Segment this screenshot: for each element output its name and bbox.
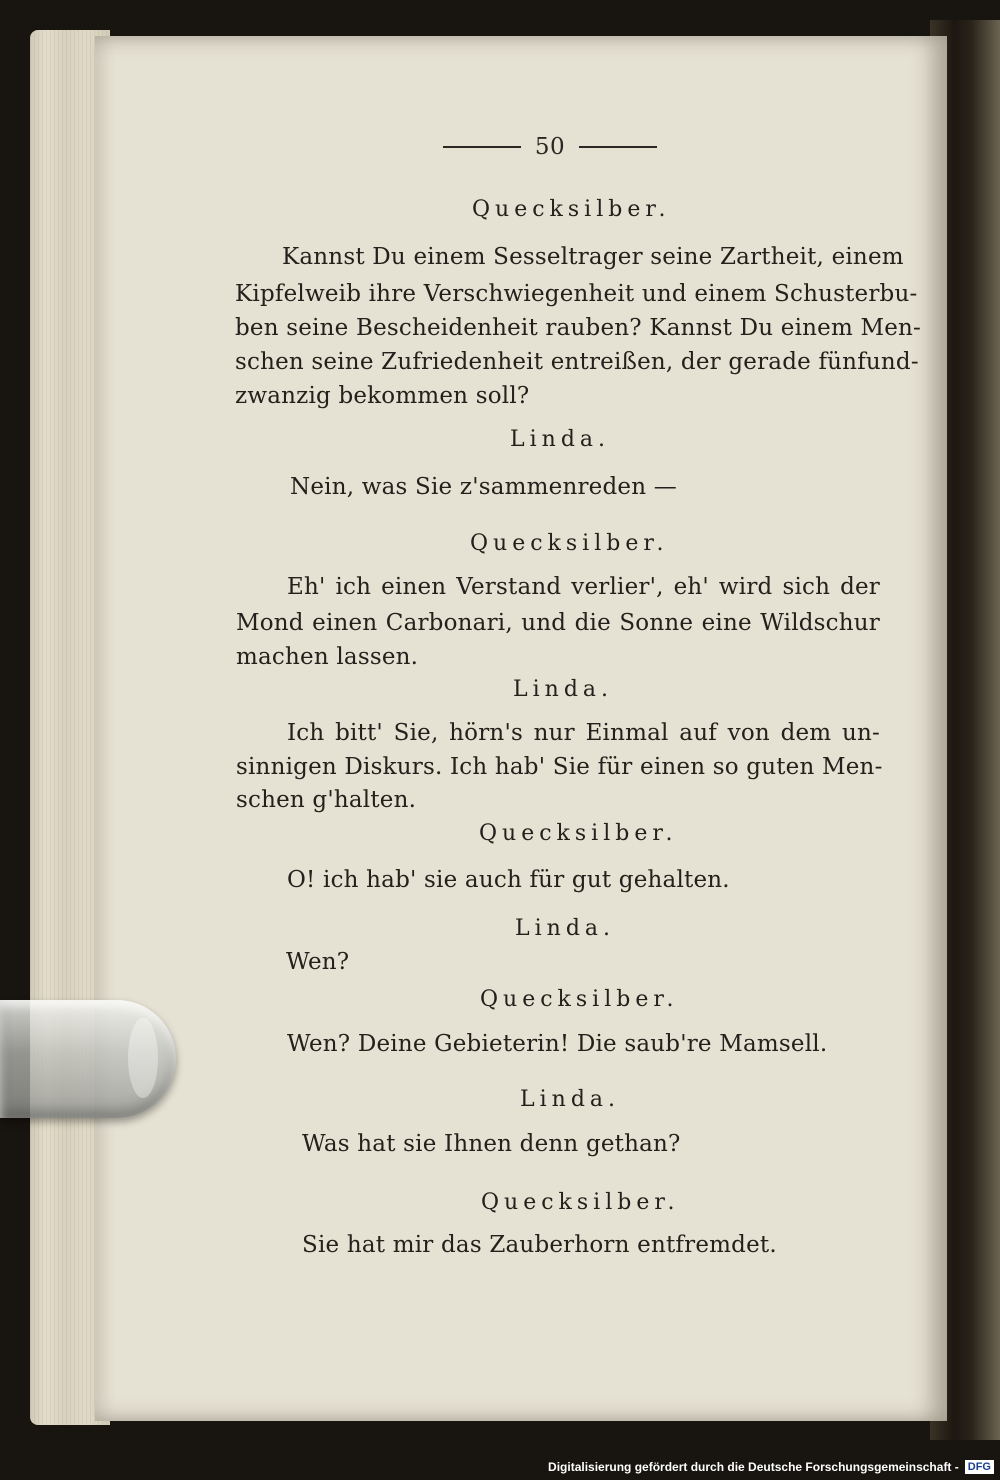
speech-line: Kipfelweib ihre Verschwiegenheit und einem Schusterbu- — [235, 281, 918, 307]
speech-line: sinnigen Diskurs. Ich hab' Sie für einen so guten Men- — [236, 754, 883, 780]
glass-page-weight — [0, 1000, 176, 1118]
speech-line: Ich bitt' Sie, hörn's nur Einmal auf von dem un- — [287, 720, 880, 746]
header-rule-left — [443, 146, 521, 148]
speaker-name: Quecksilber. — [481, 1190, 680, 1215]
page-header — [440, 132, 660, 162]
speech-line: Wen? Deine Gebieterin! Die saub're Mamsell. — [287, 1031, 828, 1057]
speech-line: Kannst Du einem Sesseltrager seine Zartheit, einem — [282, 244, 904, 270]
footer-text: Digitalisierung gefördert durch die Deutsche Forschungsgemeinschaft - — [548, 1460, 959, 1474]
speech-line: schen g'halten. — [236, 787, 417, 813]
speech-line: ben seine Bescheidenheit rauben? Kannst Du einem Men- — [235, 315, 922, 341]
speech-line: Wen? — [286, 949, 350, 975]
speaker-name: Quecksilber. — [472, 197, 671, 222]
dfg-logo: DFG — [965, 1460, 994, 1474]
page-number: 50 — [534, 134, 566, 160]
speaker-name: Linda. — [513, 677, 614, 702]
speech-line: Mond einen Carbonari, und die Sonne eine Wildschur — [236, 610, 880, 636]
footer-credit — [548, 1458, 994, 1476]
speech-line: O! ich hab' sie auch für gut gehalten. — [287, 867, 730, 893]
speaker-name: Linda. — [515, 916, 616, 941]
speech-line: zwanzig bekommen soll? — [235, 383, 530, 409]
speech-line: Sie hat mir das Zauberhorn entfremdet. — [302, 1232, 777, 1258]
speech-line: Eh' ich einen Verstand verlier', eh' wird sich der — [287, 574, 880, 600]
speaker-name: Quecksilber. — [470, 531, 669, 556]
speech-line: Nein, was Sie z'sammenreden — — [290, 474, 677, 500]
speaker-name: Linda. — [520, 1087, 621, 1112]
speaker-name: Quecksilber. — [480, 987, 679, 1012]
speech-line: schen seine Zufriedenheit entreißen, der gerade fünfund- — [235, 349, 919, 375]
speaker-name: Quecksilber. — [479, 821, 678, 846]
speech-line: Was hat sie Ihnen denn gethan? — [302, 1131, 681, 1157]
header-rule-right — [579, 146, 657, 148]
speech-line: machen lassen. — [236, 644, 419, 670]
speaker-name: Linda. — [510, 427, 611, 452]
